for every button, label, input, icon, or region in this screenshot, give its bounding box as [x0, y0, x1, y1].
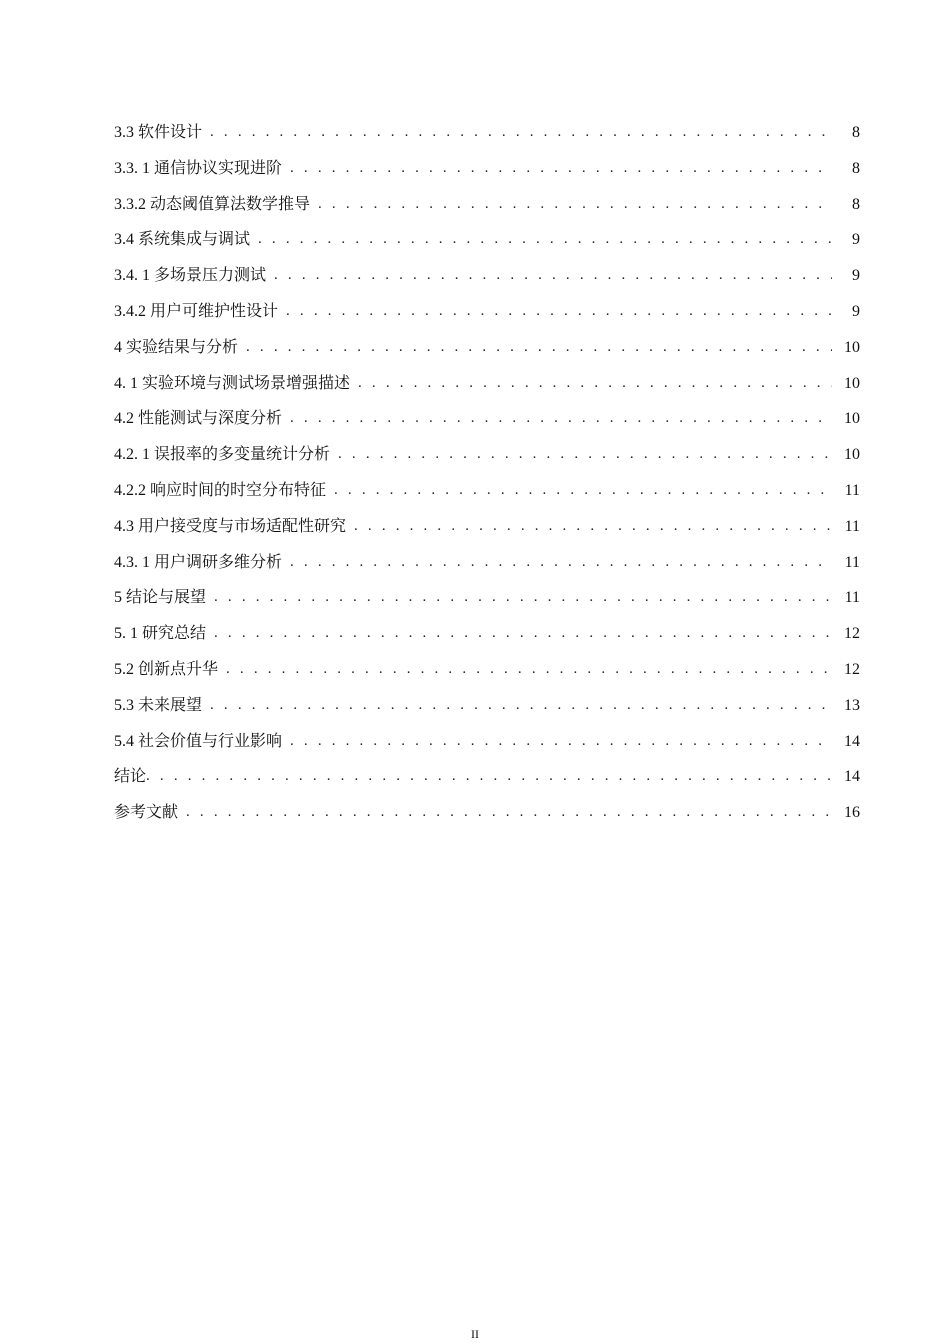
toc-entry[interactable]	[114, 580, 860, 616]
toc-entry-title: 4.2. 1 误报率的多变量统计分析	[114, 446, 331, 464]
toc-leader-dots	[146, 759, 832, 795]
toc-entry-title: 4. 1 实验环境与测试场景增强描述	[114, 374, 351, 392]
toc-entry-title: 5 结论与展望	[114, 589, 207, 607]
toc-entry-title: 5.3 未来展望	[114, 696, 203, 714]
toc-entry-title: 3.3 软件设计	[114, 124, 203, 141]
toc-leader-dots	[210, 688, 832, 724]
toc-entry[interactable]	[114, 222, 860, 258]
toc-leader-dots	[274, 258, 832, 294]
toc-entry-page: 12	[844, 660, 860, 678]
toc-leader-dots	[290, 401, 832, 437]
toc-leader-dots	[214, 616, 832, 652]
toc-leader-dots	[354, 509, 832, 545]
toc-entry-page: 10	[844, 410, 860, 428]
toc-entry[interactable]	[114, 187, 860, 223]
toc-entry[interactable]	[114, 473, 860, 509]
toc-entry-page: 10	[844, 374, 860, 392]
toc-entry[interactable]	[114, 115, 860, 151]
toc-entry-page: 12	[844, 625, 860, 643]
toc-entry-page: 11	[844, 481, 860, 499]
toc-leader-dots	[286, 294, 832, 330]
toc-entry[interactable]	[114, 437, 860, 473]
toc-entry-page: 16	[844, 804, 860, 822]
toc-entry-page: 9	[852, 231, 860, 249]
toc-entry-title: 4.3. 1 用户调研多维分析	[114, 553, 283, 571]
toc-entry[interactable]	[114, 795, 860, 831]
toc-entry[interactable]	[114, 330, 860, 366]
toc-entry-title: 5.2 创新点升华	[114, 660, 219, 678]
toc-leader-dots	[258, 222, 832, 258]
toc-entry[interactable]	[114, 509, 860, 545]
toc-entry[interactable]	[114, 616, 860, 652]
toc-leader-dots	[358, 366, 832, 402]
toc-entry-page: 14	[844, 768, 860, 786]
toc-entry-title: 3.4 系统集成与调试	[114, 231, 251, 249]
toc-entry[interactable]	[114, 724, 860, 760]
toc-entry[interactable]	[114, 652, 860, 688]
toc-entry[interactable]	[114, 258, 860, 294]
toc-entry[interactable]	[114, 401, 860, 437]
toc-entry-page: 11	[844, 553, 860, 571]
toc-entry-title: 3.4.2 用户可维护性设计	[114, 302, 279, 320]
toc-entry-title: 结论	[114, 768, 147, 786]
toc-entry[interactable]	[114, 759, 860, 795]
toc-entry-page: 10	[844, 338, 860, 356]
toc-entry-page: 8	[852, 124, 860, 141]
toc-entry[interactable]	[114, 366, 860, 402]
toc-entry[interactable]	[114, 294, 860, 330]
toc-leader-dots	[290, 151, 832, 187]
toc-entry-title: 4.2 性能测试与深度分析	[114, 410, 283, 428]
toc-entry-title: 5. 1 研究总结	[114, 625, 207, 643]
toc-entry-title: 参考文献	[114, 804, 179, 822]
toc-leader-dots	[334, 473, 832, 509]
toc-leader-dots	[290, 545, 832, 581]
toc-entry-page: 9	[852, 302, 860, 320]
toc-entry-page: 14	[844, 732, 860, 750]
toc-entry-title: 3.3. 1 通信协议实现进阶	[114, 159, 283, 177]
toc-entry-page: 13	[844, 696, 860, 714]
toc-leader-dots	[318, 187, 832, 223]
toc-entry-page: 8	[852, 159, 860, 177]
toc-leader-dots	[290, 724, 832, 760]
toc-entry-title: 4.3 用户接受度与市场适配性研究	[114, 517, 347, 535]
toc-entry-title: 3.3.2 动态阈值算法数学推导	[114, 195, 311, 213]
toc-leader-dots	[246, 330, 832, 366]
toc-entry-page: 10	[844, 446, 860, 464]
toc-entry-page: 8	[852, 195, 860, 213]
toc-entry-title: 4 实验结果与分析	[114, 338, 239, 356]
toc-leader-dots	[226, 652, 832, 688]
toc-entry-page: 11	[844, 517, 860, 535]
toc-entry-page: 9	[852, 267, 860, 285]
toc-entry-title: 4.2.2 响应时间的时空分布特征	[114, 481, 327, 499]
toc-entry-title: 5.4 社会价值与行业影响	[114, 732, 283, 750]
toc-entry-page: 11	[844, 589, 860, 607]
toc-leader-dots	[338, 437, 832, 473]
toc-leader-dots	[186, 795, 832, 831]
toc-leader-dots	[210, 115, 832, 151]
page-number: II	[471, 1327, 479, 1341]
toc-entry-title: 3.4. 1 多场景压力测试	[114, 267, 267, 285]
table-of-contents	[114, 115, 860, 831]
toc-entry[interactable]	[114, 151, 860, 187]
toc-entry[interactable]	[114, 545, 860, 581]
toc-leader-dots	[214, 580, 832, 616]
toc-entry[interactable]	[114, 688, 860, 724]
